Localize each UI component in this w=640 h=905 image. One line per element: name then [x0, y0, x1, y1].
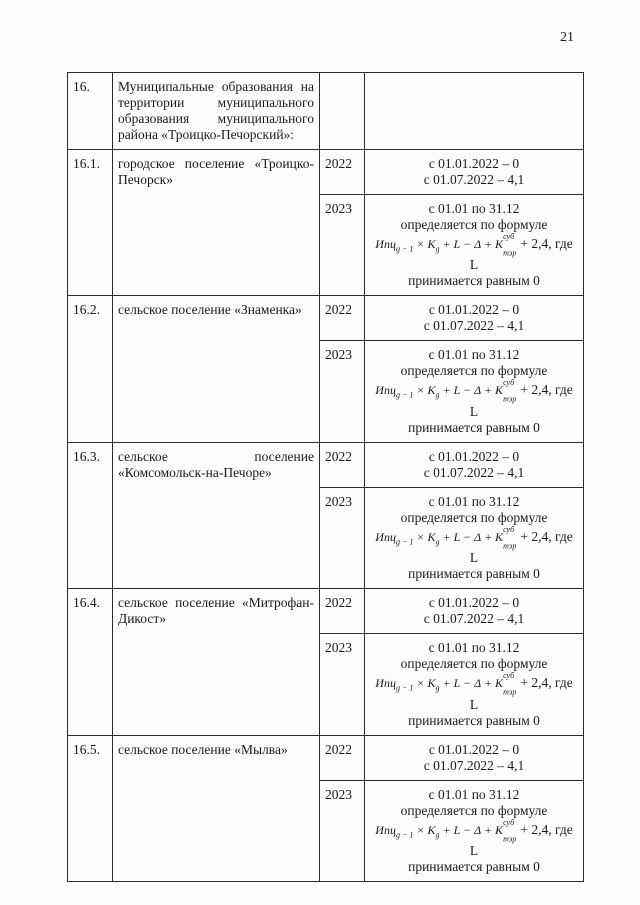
formula-tail: + 2,4, где L: [469, 675, 573, 712]
row-number: 16.1.: [68, 150, 113, 296]
value-line: с 01.01.2022 – 0: [428, 595, 520, 611]
year-cell: 2022: [320, 296, 365, 341]
year-cell: 2023: [320, 634, 365, 735]
value-line: с 01.01.2022 – 0: [428, 741, 520, 757]
page-number: 21: [560, 30, 574, 45]
year-cell: 2023: [320, 341, 365, 442]
table-row: [68, 442, 584, 487]
value-line: с 01.01 по 31.12: [428, 786, 520, 802]
row-number: 16.5.: [68, 735, 113, 881]
value-line: определяется по формуле: [400, 217, 548, 232]
value-line: с 01.01 по 31.12: [428, 493, 520, 509]
year-cell-empty: [320, 73, 365, 150]
row-name: сельское поселение «Митрофан-Дикост»: [113, 589, 320, 735]
table-row-header-16: [68, 73, 584, 150]
value-cell: [365, 634, 584, 735]
year-cell: 2022: [320, 150, 365, 195]
row-name: сельское поселение «Комсомольск-на-Печоре»: [113, 442, 320, 588]
value-line: принимается равным 0: [408, 419, 540, 435]
value-cell-empty: [365, 73, 584, 150]
table-row: [68, 296, 584, 341]
formula-tail: + 2,4, где L: [469, 235, 573, 273]
formula-line: [370, 233, 578, 273]
formula: $Ипц_{g - 1} \times K_g + L - \Delta + K^{суб}$ $_{тэр}$: [375, 524, 517, 551]
value-cell: [365, 296, 584, 341]
value-cell: [365, 589, 584, 634]
table-row: [68, 150, 584, 195]
formula-line: [370, 526, 578, 566]
row-name: сельское поселение «Знаменка»: [113, 296, 320, 442]
value-cell: [365, 780, 584, 881]
value-line: принимается равным 0: [408, 858, 540, 874]
row-number: 16.2.: [68, 296, 113, 442]
row-number: 16.3.: [68, 442, 113, 588]
value-line: определяется по формуле: [400, 509, 548, 525]
value-line: определяется по формуле: [400, 802, 548, 818]
value-line: с 01.07.2022 – 4,1: [423, 464, 525, 480]
year-cell: 2022: [320, 589, 365, 634]
value-line: принимается равным 0: [408, 712, 540, 728]
value-cell: [365, 195, 584, 296]
value-line: с 01.01 по 31.12: [428, 347, 520, 363]
formula-tail: + 2,4, где L: [469, 528, 573, 566]
table-row: [68, 735, 584, 780]
value-line: с 01.07.2022 – 4,1: [423, 318, 525, 334]
formula-tail: + 2,4, где L: [469, 821, 573, 858]
year-cell: 2022: [320, 442, 365, 487]
formula: $Ипц_{g - 1} \times K_g + L - \Delta + K^{суб}$ $_{тэр}$: [375, 378, 517, 404]
value-line: с 01.07.2022 – 4,1: [423, 611, 525, 627]
value-line: с 01.07.2022 – 4,1: [423, 172, 525, 187]
value-cell: [365, 341, 584, 442]
formula-tail: + 2,4, где L: [469, 382, 573, 419]
row-name: сельское поселение «Мылва»: [113, 735, 320, 881]
year-cell: 2023: [320, 195, 365, 296]
value-line: принимается равным 0: [408, 566, 540, 582]
year-cell: 2023: [320, 780, 365, 881]
tariff-table: [67, 72, 584, 882]
value-line: принимается равным 0: [408, 273, 540, 289]
value-line: с 01.01 по 31.12: [428, 640, 520, 656]
formula: $Ипц_{g - 1} \times K_g + L - \Delta + K^{суб}$ $_{тэр}$: [375, 232, 517, 258]
formula-line: [370, 672, 578, 712]
table-row: [68, 589, 584, 634]
formula: $Ипц_{g - 1} \times K_g + L - \Delta + K^{суб}$ $_{тэр}$: [375, 817, 517, 843]
year-cell: 2023: [320, 487, 365, 588]
value-cell: [365, 442, 584, 487]
value-cell: [365, 487, 584, 588]
value-line: определяется по формуле: [400, 656, 548, 672]
value-line: с 01.01.2022 – 0: [428, 156, 520, 171]
value-line: с 01.01.2022 – 0: [428, 448, 520, 464]
value-line: определяется по формуле: [400, 363, 548, 379]
value-cell: [365, 735, 584, 780]
formula: $Ипц_{g - 1} \times K_g + L - \Delta + K^{суб}$ $_{тэр}$: [375, 671, 517, 697]
row-name: городское поселение «Троицко-Печорск»: [113, 150, 320, 296]
value-line: с 01.01 по 31.12: [428, 201, 520, 216]
row-number: 16.4.: [68, 589, 113, 735]
value-line: с 01.01.2022 – 0: [428, 302, 520, 318]
row-name: Муниципальные образования на территории муниципального образования муниципального района «Троицко-Печорский»:: [113, 73, 320, 150]
row-number: 16.: [68, 73, 113, 150]
year-cell: 2022: [320, 735, 365, 780]
value-cell: [365, 150, 584, 195]
formula-line: [370, 379, 578, 419]
formula-line: [370, 819, 578, 859]
value-line: с 01.07.2022 – 4,1: [423, 757, 525, 773]
